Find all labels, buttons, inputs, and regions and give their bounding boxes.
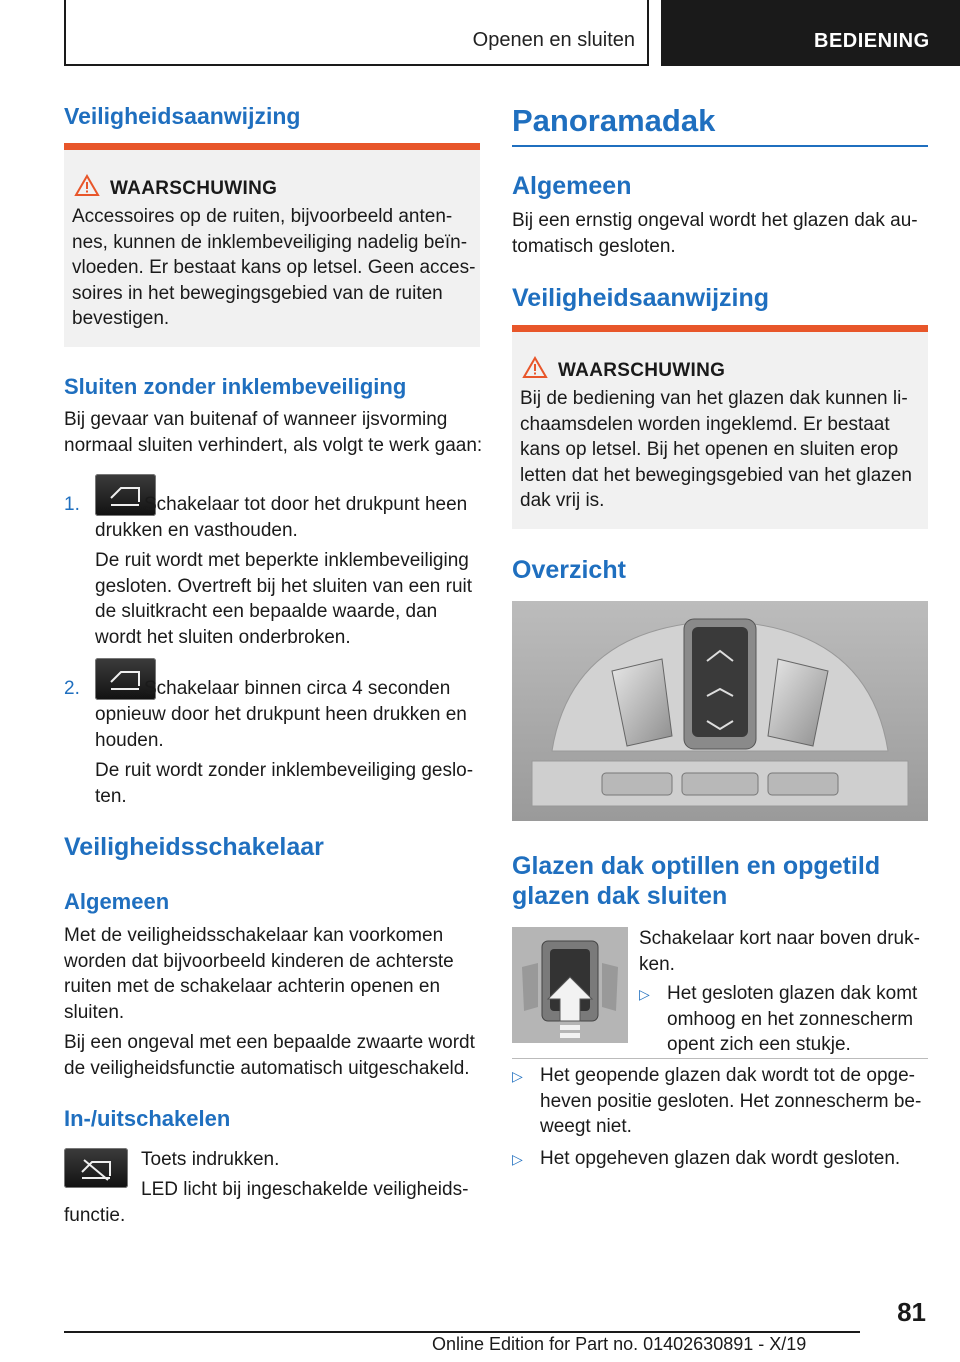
bullet-arrow-icon: ▷ [512,1151,523,1167]
safety-heading-left: Veiligheidsaanwijzing [64,103,301,129]
divider [512,1058,928,1059]
footer-rule [64,1331,860,1333]
page-number: 81 [897,1297,926,1327]
bullet-3-text: Het opgeheven glazen dak wordt gesloten. [540,1148,901,1169]
general-text-left: Met de veiligheidsschakelaar kan voorkomen worden dat bijvoorbeeld kinderen de achterste ruiten met de schakelaar achterin openen en sluiten. [64,925,454,1023]
step-2-result: De ruit wordt zonder inklembeveiliging geslo‐ ten. [95,760,474,807]
tilt-heading-1: Glazen dak optillen en opgetild [512,852,881,880]
general-text-right: Bij een ernstig ongeval wordt het glazen dak au‐ tomatisch gesloten. [512,210,918,257]
step-1-result: De ruit wordt met beperkte inklembeveiliging gesloten. Overtreft bij het sluiten van een ruit de sluitkracht een bepaalde waarde, dan wordt het sluiten onderbroken. [95,550,473,648]
bullet-arrow-icon: ▷ [639,986,650,1002]
header-section-tab [64,0,649,66]
warning-triangle-icon [74,174,100,197]
roof-console-photo [512,601,928,821]
tilt-intro: Schakelaar kort naar boven druk‐ ken. [639,928,920,975]
step-1-line-1: Schakelaar tot door het drukpunt heen [144,494,468,515]
warning-text: Accessoires op de ruiten, bijvoorbeeld anten‐ nes, kunnen de inklembeveiliging nadelig beïn‐ vloeden. Er bestaat kans op letsel. Geen acces‐ soires in het bewegingsgebied van de ruiten bevestigen. [72,206,476,329]
overview-heading: Overzicht [512,556,626,584]
safety-heading-right: Veiligheidsaanwijzing [512,284,770,312]
bullet-1-text: Het gesloten glazen dak komt omhoog en het zonnescherm opent zich een stukje. [667,983,918,1055]
child-lock-switch-icon [64,1148,128,1188]
on-off-line-1: Toets indrukken. [141,1149,280,1170]
switch-up-diagram [512,927,628,1043]
general-text-left-2: Bij een ongeval met een bepaalde zwaarte wordt de veiligheidsfunctie automatisch uitgeschakeld. [64,1032,475,1079]
warning-box-right [512,325,928,529]
page-title: Panoramadak [512,103,716,138]
edition-info: Online Edition for Part no. 01402630891 - X/19 [432,1334,807,1354]
warning-text: Bij de bediening van het glazen dak kunnen li‐ chaamsdelen worden ingeklemd. Er bestaat kans op letsel. Bij het openen en sluiten erop letten dat het bewegingsgebied van het glazen dak vrij is. [520,388,912,511]
safety-switch-heading: Veiligheidsschakelaar [64,833,324,861]
warning-label: WAARSCHUWING [110,178,278,199]
warning-triangle-icon [522,356,548,379]
step-2-lines: opnieuw door het drukpunt heen drukken en houden. [95,704,467,751]
general-heading-left: Algemeen [64,889,170,914]
on-off-heading: In-/uitschakelen [64,1106,231,1131]
close-without-protection-heading: Sluiten zonder inklembeveiliging [64,374,407,399]
step-number: 1. [64,494,80,515]
title-rule [512,145,928,147]
warning-box-left [64,143,480,347]
tilt-heading-2: glazen dak sluiten [512,882,728,910]
bullet-2-text: Het geopende glazen dak wordt tot de opge‐ heven positie gesloten. Het zonnescherm be‐ weegt niet. [540,1065,922,1137]
general-heading-right: Algemeen [512,172,632,200]
header-chapter-tab [661,0,960,66]
on-off-line-2: LED licht bij ingeschakelde veiligheids‐ [141,1179,469,1200]
step-1-line-2: drukken en vasthouden. [95,520,298,541]
bullet-arrow-icon: ▷ [512,1068,523,1084]
chapter-label: BEDIENING [814,30,930,52]
close-intro: Bij gevaar van buitenaf of wanneer ijsvorming normaal sluiten verhindert, als volgt te werk gaan: [64,409,483,456]
on-off-line-3: functie. [64,1205,126,1226]
step-2-line-1: Schakelaar binnen circa 4 seconden [144,678,451,699]
step-number: 2. [64,678,80,699]
section-title: Openen en sluiten [472,29,635,51]
warning-label: WAARSCHUWING [558,360,726,381]
